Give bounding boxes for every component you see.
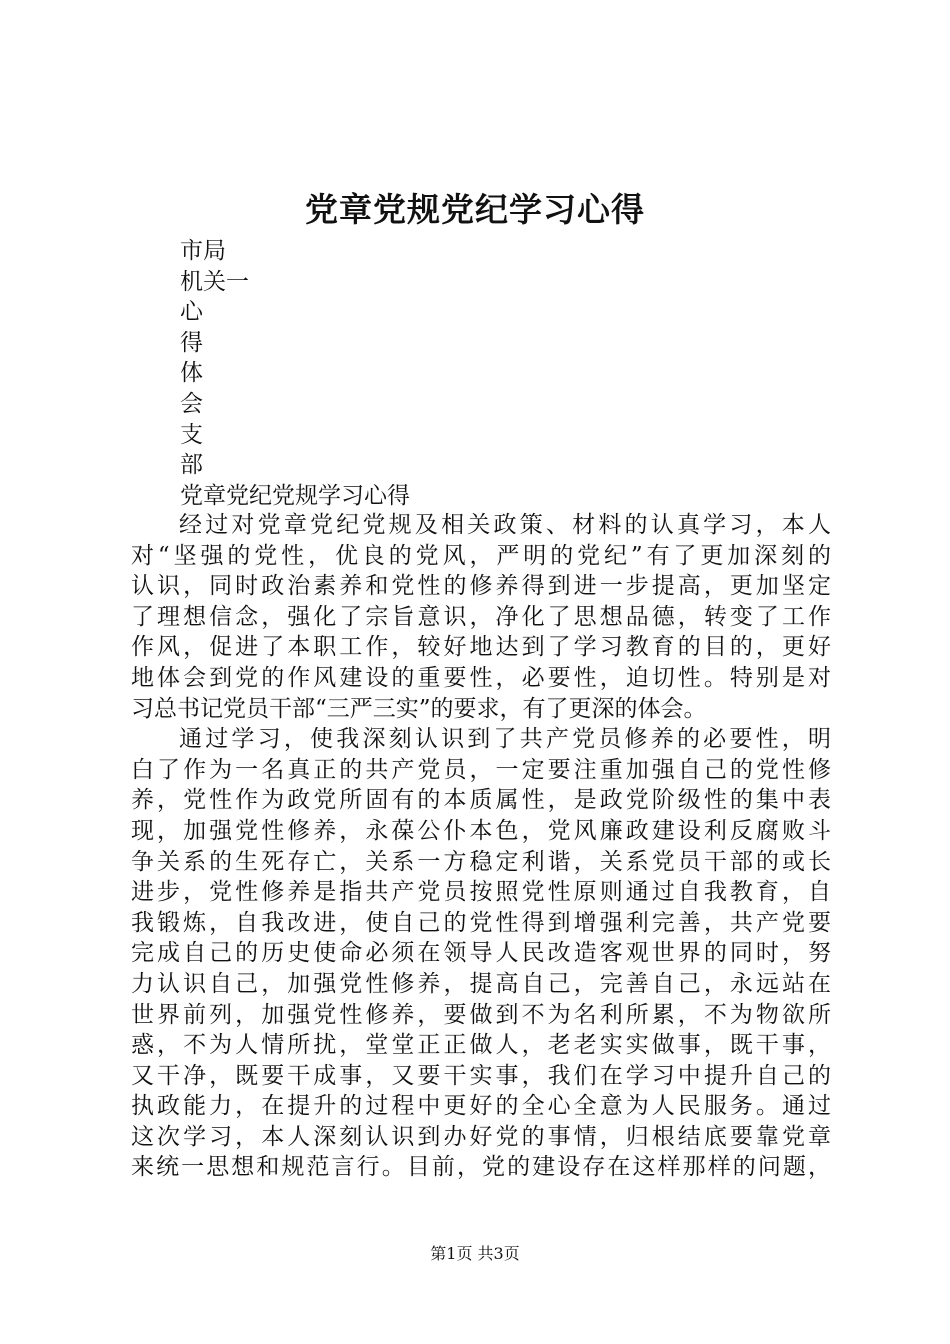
- header-line: 支: [180, 421, 203, 448]
- header-line: 市局: [180, 238, 226, 264]
- header-line: 机关一: [180, 268, 249, 295]
- paragraph-2: [131, 724, 831, 1183]
- paragraph-line: 白了作为一名真正的共产党员，一定要注重加强自己的党性修: [131, 756, 831, 783]
- paragraph-line: 世界前列，加强党性修养，要做到不为名利所累，不为物欲所: [131, 1001, 831, 1028]
- paragraph-line: 作风，促进了本职工作，较好地达到了学习教育的目的，更好: [131, 634, 831, 661]
- paragraph-line: 了理想信念，强化了宗旨意识，净化了思想品德，转变了工作: [131, 603, 831, 630]
- paragraph-line: 认识，同时政治素养和党性的修养得到进一步提高，更加坚定: [131, 573, 831, 600]
- paragraph-line: 完成自己的历史使命必须在领导人民改造客观世界的同时，努: [131, 940, 831, 967]
- paragraph-line: 又干净，既要干成事，又要干实事，我们在学习中提升自己的: [131, 1062, 831, 1089]
- paragraph-line: 对“坚强的党性，优良的党风，严明的党纪”有了更加深刻的: [131, 542, 831, 569]
- header-line: 会: [180, 390, 203, 417]
- page-footer: 第1页 共3页: [430, 1244, 520, 1263]
- subtitle-line: 党章党纪党规学习心得: [180, 482, 410, 509]
- header-line: 体: [180, 360, 203, 387]
- paragraph-line: 习总书记党员干部“三严三实”的要求，有了更深的体会。: [131, 695, 707, 722]
- paragraph-line: 经过对党章党纪党规及相关政策、材料的认真学习，本人: [179, 512, 831, 538]
- body-text: [131, 510, 831, 1183]
- paragraph-line: 这次学习，本人深刻认识到办好党的事情，归根结底要靠党章: [131, 1123, 831, 1150]
- paragraph-line: 现，加强党性修养，永葆公仆本色，党风廉政建设利反腐败斗: [131, 817, 831, 844]
- paragraph-line: 养，党性作为政党所固有的本质属性，是政党阶级性的集中表: [131, 787, 831, 814]
- paragraph-line: 我锻炼，自我改进，使自己的党性得到增强利完善，共产党要: [131, 909, 831, 936]
- paragraph-line: 进步，党性修养是指共产党员按照党性原则通过自我教育，自: [131, 879, 831, 906]
- paragraph-1: [131, 510, 831, 724]
- paragraph-line: 执政能力，在提升的过程中更好的全心全意为人民服务。通过: [131, 1093, 831, 1120]
- paragraph-line: 通过学习，使我深刻认识到了共产党员修养的必要性，明: [179, 726, 831, 753]
- header-line: 心: [180, 299, 203, 326]
- header-lines: [180, 236, 410, 511]
- header-line: 得: [180, 329, 203, 356]
- paragraph-line: 惑，不为人情所扰，堂堂正正做人，老老实实做事，既干事，: [131, 1032, 831, 1059]
- paragraph-line: 争关系的生死存亡，关系一方稳定利谐，关系党员干部的或长: [131, 848, 831, 875]
- paragraph-line: 力认识自己，加强党性修养，提高自己，完善自己，永远站在: [131, 970, 831, 997]
- header-line: 部: [180, 452, 203, 479]
- document-title: 党章党规党纪学习心得: [305, 190, 645, 229]
- paragraph-line: 来统一思想和规范言行。目前，党的建设存在这样那样的问题，: [131, 1154, 831, 1181]
- paragraph-line: 地体会到党的作风建设的重要性，必要性，迫切性。特别是对: [131, 664, 831, 691]
